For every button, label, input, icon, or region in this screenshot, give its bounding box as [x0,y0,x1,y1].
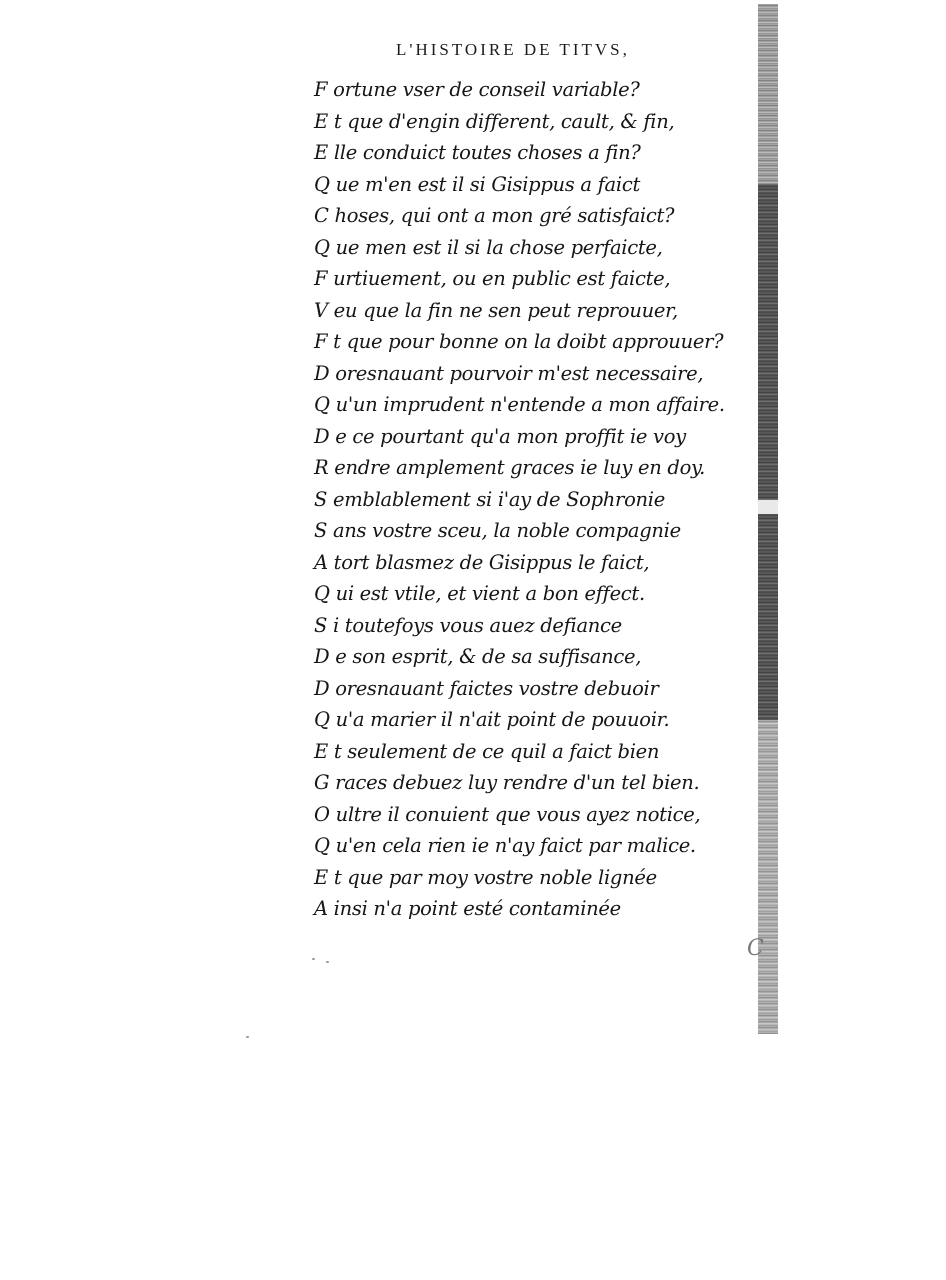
verse-line: Q ui est vtile, et vient a bon effect. [314,582,645,605]
verse-line: A tort blasmez de Gisippus le faict, [314,550,650,574]
verse-line: R endre amplement graces ie luy en doy. [314,456,706,479]
catchword: C [747,936,764,961]
verse-line: S i toutefoys vous auez defiance [314,613,622,637]
verse-line: F urtiuement, ou en public est faicte, [314,267,671,290]
verse-line: D e ce pourtant qu'a mon proffit ie voy [314,424,686,448]
verse-line: D oresnauant faictes vostre debuoir [314,676,659,700]
ink-speck [326,961,329,963]
verse-block [314,74,754,925]
verse-line: A insi n'a point esté contaminée [314,897,621,920]
ink-speck [246,1036,249,1038]
running-head: L'HISTOIRE DE TITVS, [396,40,630,59]
verse-line: S emblablement si i'ay de Sophronie [314,487,665,511]
verse-line: Q ue m'en est il si Gisippus a faict [314,172,640,196]
verse-line: D oresnauant pourvoir m'est necessaire, [314,361,704,385]
verse-line: V eu que la fin ne sen peut reprouuer, [314,298,678,322]
verse-line: S ans vostre sceu, la noble compagnie [314,519,681,542]
verse-line: E lle conduict toutes choses a fin? [314,141,641,164]
verse-line: Q ue men est il si la chose perfaicte, [314,235,663,259]
verse-line: E t que d'engin different, cault, & fin, [314,109,675,133]
verse-line: E t que par moy vostre noble lignée [314,865,657,889]
gutter-light-band [758,500,778,514]
verse-line: Q u'en cela rien ie n'ay faict par malice. [314,834,696,857]
gutter-edge-top [758,4,778,184]
gutter-edge-bottom [758,720,778,1034]
verse-line: E t seulement de ce quil a faict bien [314,739,660,763]
ink-speck [312,958,315,960]
verse-line: O ultre il conuient que vous ayez notice, [314,802,701,826]
verse-line: Q u'un imprudent n'entende a mon affaire. [314,393,725,416]
verse-line: D e son esprit, & de sa suffisance, [314,645,642,668]
verse-line: Q u'a marier il n'ait point de pouuoir. [314,708,670,731]
verse-line: G races debuez luy rendre d'un tel bien. [314,771,700,794]
verse-line: C hoses, qui ont a mon gré satisfaict? [314,204,675,227]
verse-line: F ortune vser de conseil variable? [314,78,640,101]
verse-line: F t que pour bonne on la doibt approuuer? [314,330,724,353]
